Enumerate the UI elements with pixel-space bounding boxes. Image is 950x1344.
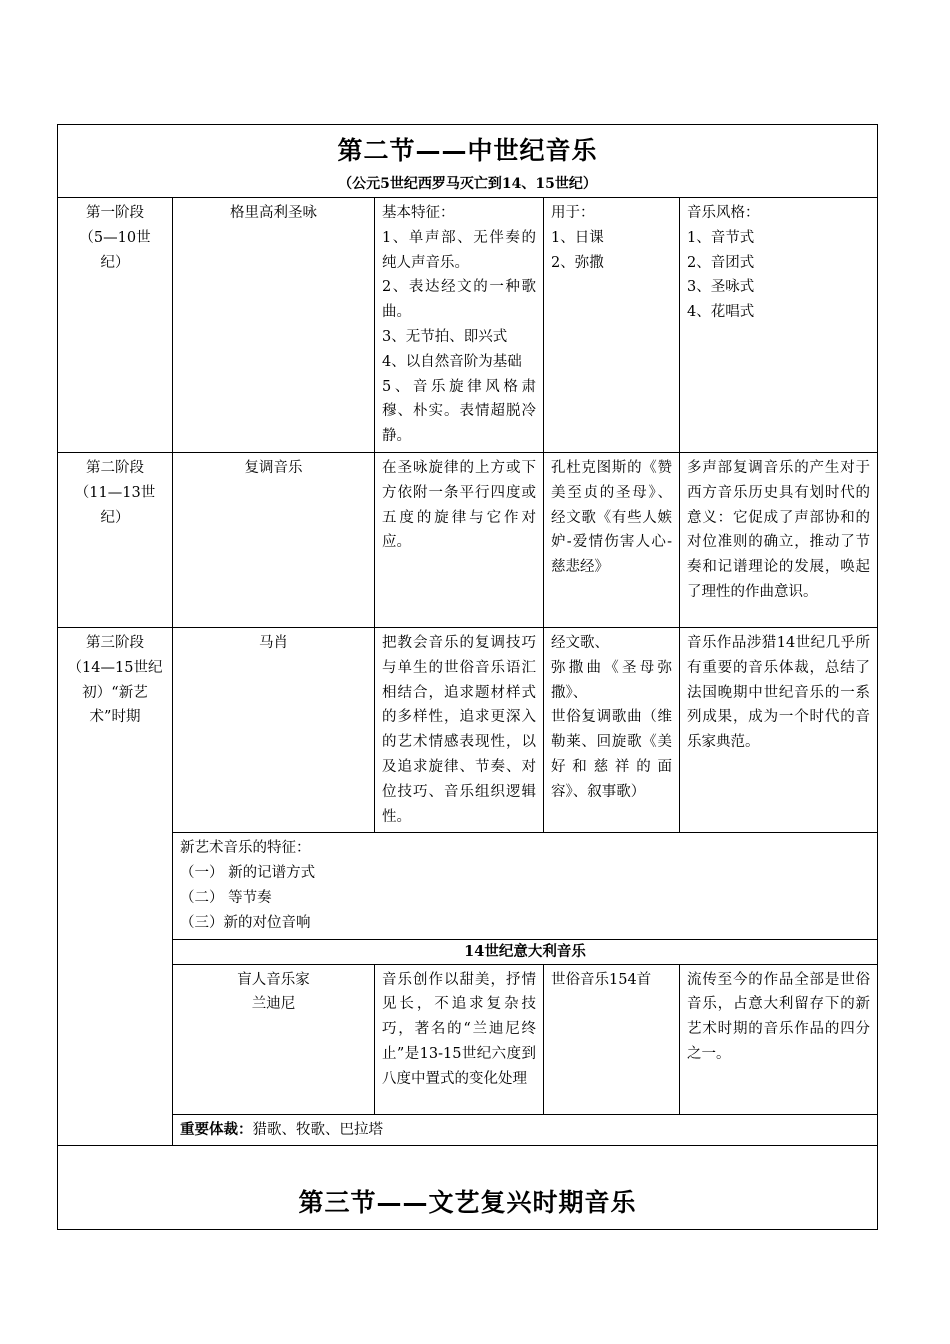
new-art-line: （一） 新的记谱方式 [180, 865, 316, 882]
stage1-style [680, 198, 878, 453]
stage1-row [58, 198, 878, 453]
stage1-style-line: 2、音团式 [687, 254, 755, 271]
stage3-label-line: 初）“新艺 [82, 684, 148, 701]
stage3-label-line: 术”时期 [89, 709, 141, 726]
genres-value: 猎歌、牧歌、巴拉塔 [252, 1121, 383, 1138]
section2-subtitle: （公元5世纪西罗马灭亡到14、15世纪） [338, 176, 597, 192]
stage3-features: 把教会音乐的复调技巧与单生的世俗音乐语汇相结合，追求题材样式的多样性，追求更深入的艺术情感表现性，以及追求旋律、节奏、对位技巧、音乐组织逻辑性。 [375, 627, 544, 832]
stage1-usage [544, 198, 680, 453]
italy-name-line: 盲人音乐家 [237, 971, 310, 988]
new-art-line: （三）新的对位音响 [180, 914, 311, 931]
stage1-label-line: 第一阶段 [86, 205, 144, 221]
section3-title-cell [58, 1146, 878, 1230]
italy-heading: 14世纪意大利音乐 [173, 939, 878, 964]
stage3-label-line: （14—15世纪 [67, 659, 163, 676]
stage1-label [58, 198, 173, 453]
stage1-feature-line: 4、以自然音阶为基础 [382, 353, 522, 370]
genres-label: 重要体裁： [180, 1120, 253, 1138]
stage3-label-line: 第三阶段 [86, 634, 144, 651]
genres-cell [173, 1114, 878, 1146]
new-art-features [173, 833, 878, 939]
stage1-usage-line: 2、弥撒 [551, 254, 604, 271]
new-art-line: 新艺术音乐的特征： [180, 840, 311, 857]
stage1-label-line: 纪） [100, 254, 130, 271]
genres-row [58, 1114, 878, 1146]
stage2-row [58, 452, 878, 627]
new-art-line: （二） 等节奏 [180, 889, 272, 906]
stage1-features [375, 198, 544, 453]
stage1-style-line: 3、圣咏式 [687, 279, 755, 296]
music-history-table [57, 124, 878, 1230]
stage2-meaning: 多声部复调音乐的产生对于西方音乐历史具有划时代的意义：它促成了声部协和的对位准则的确立，推动了节奏和记谱理论的发展，唤起了理性的作曲意识。 [680, 452, 878, 627]
stage1-style-line: 音乐风格： [687, 205, 760, 221]
italy-name [173, 964, 375, 1114]
stage2-name: 复调音乐 [173, 452, 375, 627]
stage2-label-line: （11—13世 [74, 484, 156, 501]
stage1-feature-line: 1、单声部、无伴奏的纯人声音乐。 [382, 229, 536, 271]
stage1-feature-line: 5、音乐旋律风格肃穆、朴实。表情超脱冷静。 [382, 378, 536, 445]
stage2-works: 孔杜克图斯的《赞美至贞的圣母》、经文歌《有些人嫉妒-爱情伤害人心-慈悲经》 [544, 452, 680, 627]
section2-title: 第二节——中世纪音乐 [337, 136, 598, 165]
stage1-style-line: 1、音节式 [687, 229, 755, 246]
section3-title: 第三节——文艺复兴时期音乐 [298, 1188, 637, 1218]
stage1-feature-line: 3、无节拍、即兴式 [382, 328, 508, 345]
stage2-label-line: 第二阶段 [86, 459, 144, 476]
italy-works: 世俗音乐154首 [544, 964, 680, 1114]
stage1-name: 格里高利圣咏 [173, 198, 375, 453]
stage3-works-line: 经文歌、 [551, 634, 609, 651]
italy-heading-row [58, 939, 878, 964]
italy-row [58, 964, 878, 1114]
stage2-label [58, 452, 173, 627]
section2-title-row [58, 125, 878, 198]
new-art-row [58, 833, 878, 939]
stage3-works [544, 627, 680, 832]
section3-title-row [58, 1146, 878, 1230]
stage2-label-line: 纪） [100, 509, 130, 526]
stage3-label [58, 627, 173, 1145]
italy-meaning: 流传至今的作品全部是世俗音乐，占意大利留存下的新艺术时期的音乐作品的四分之一。 [680, 964, 878, 1114]
stage1-label-line: （5—10世 [79, 229, 151, 246]
stage1-style-line: 4、花唱式 [687, 304, 755, 321]
stage3-meaning: 音乐作品涉猎14世纪几乎所有重要的音乐体裁，总结了法国晚期中世纪音乐的一系列成果，成为一个时代的音乐家典范。 [680, 627, 878, 832]
stage1-feature-line: 2、表达经文的一种歌曲。 [382, 279, 536, 321]
italy-features: 音乐创作以甜美，抒情见长，不追求复杂技巧，著名的“兰迪尼终止”是13-15世纪六度到八度中置式的变化处理 [375, 964, 544, 1114]
stage3-name: 马肖 [173, 627, 375, 832]
italy-name-line: 兰迪尼 [251, 996, 296, 1013]
stage2-features: 在圣咏旋律的上方或下方依附一条平行四度或五度的旋律与它作对应。 [375, 452, 544, 627]
stage3-row [58, 627, 878, 832]
stage1-usage-line: 1、日课 [551, 229, 604, 246]
stage1-usage-line: 用于： [551, 205, 595, 221]
stage1-feature-line: 基本特征： [382, 205, 455, 221]
stage3-works-line: 弥撒曲《圣母弥撒》、 [551, 659, 672, 701]
stage3-works-line: 世俗复调歌曲（维勒莱、回旋歌《美好和慈祥的面容》、叙事歌） [551, 709, 672, 800]
section2-title-cell [58, 125, 878, 198]
